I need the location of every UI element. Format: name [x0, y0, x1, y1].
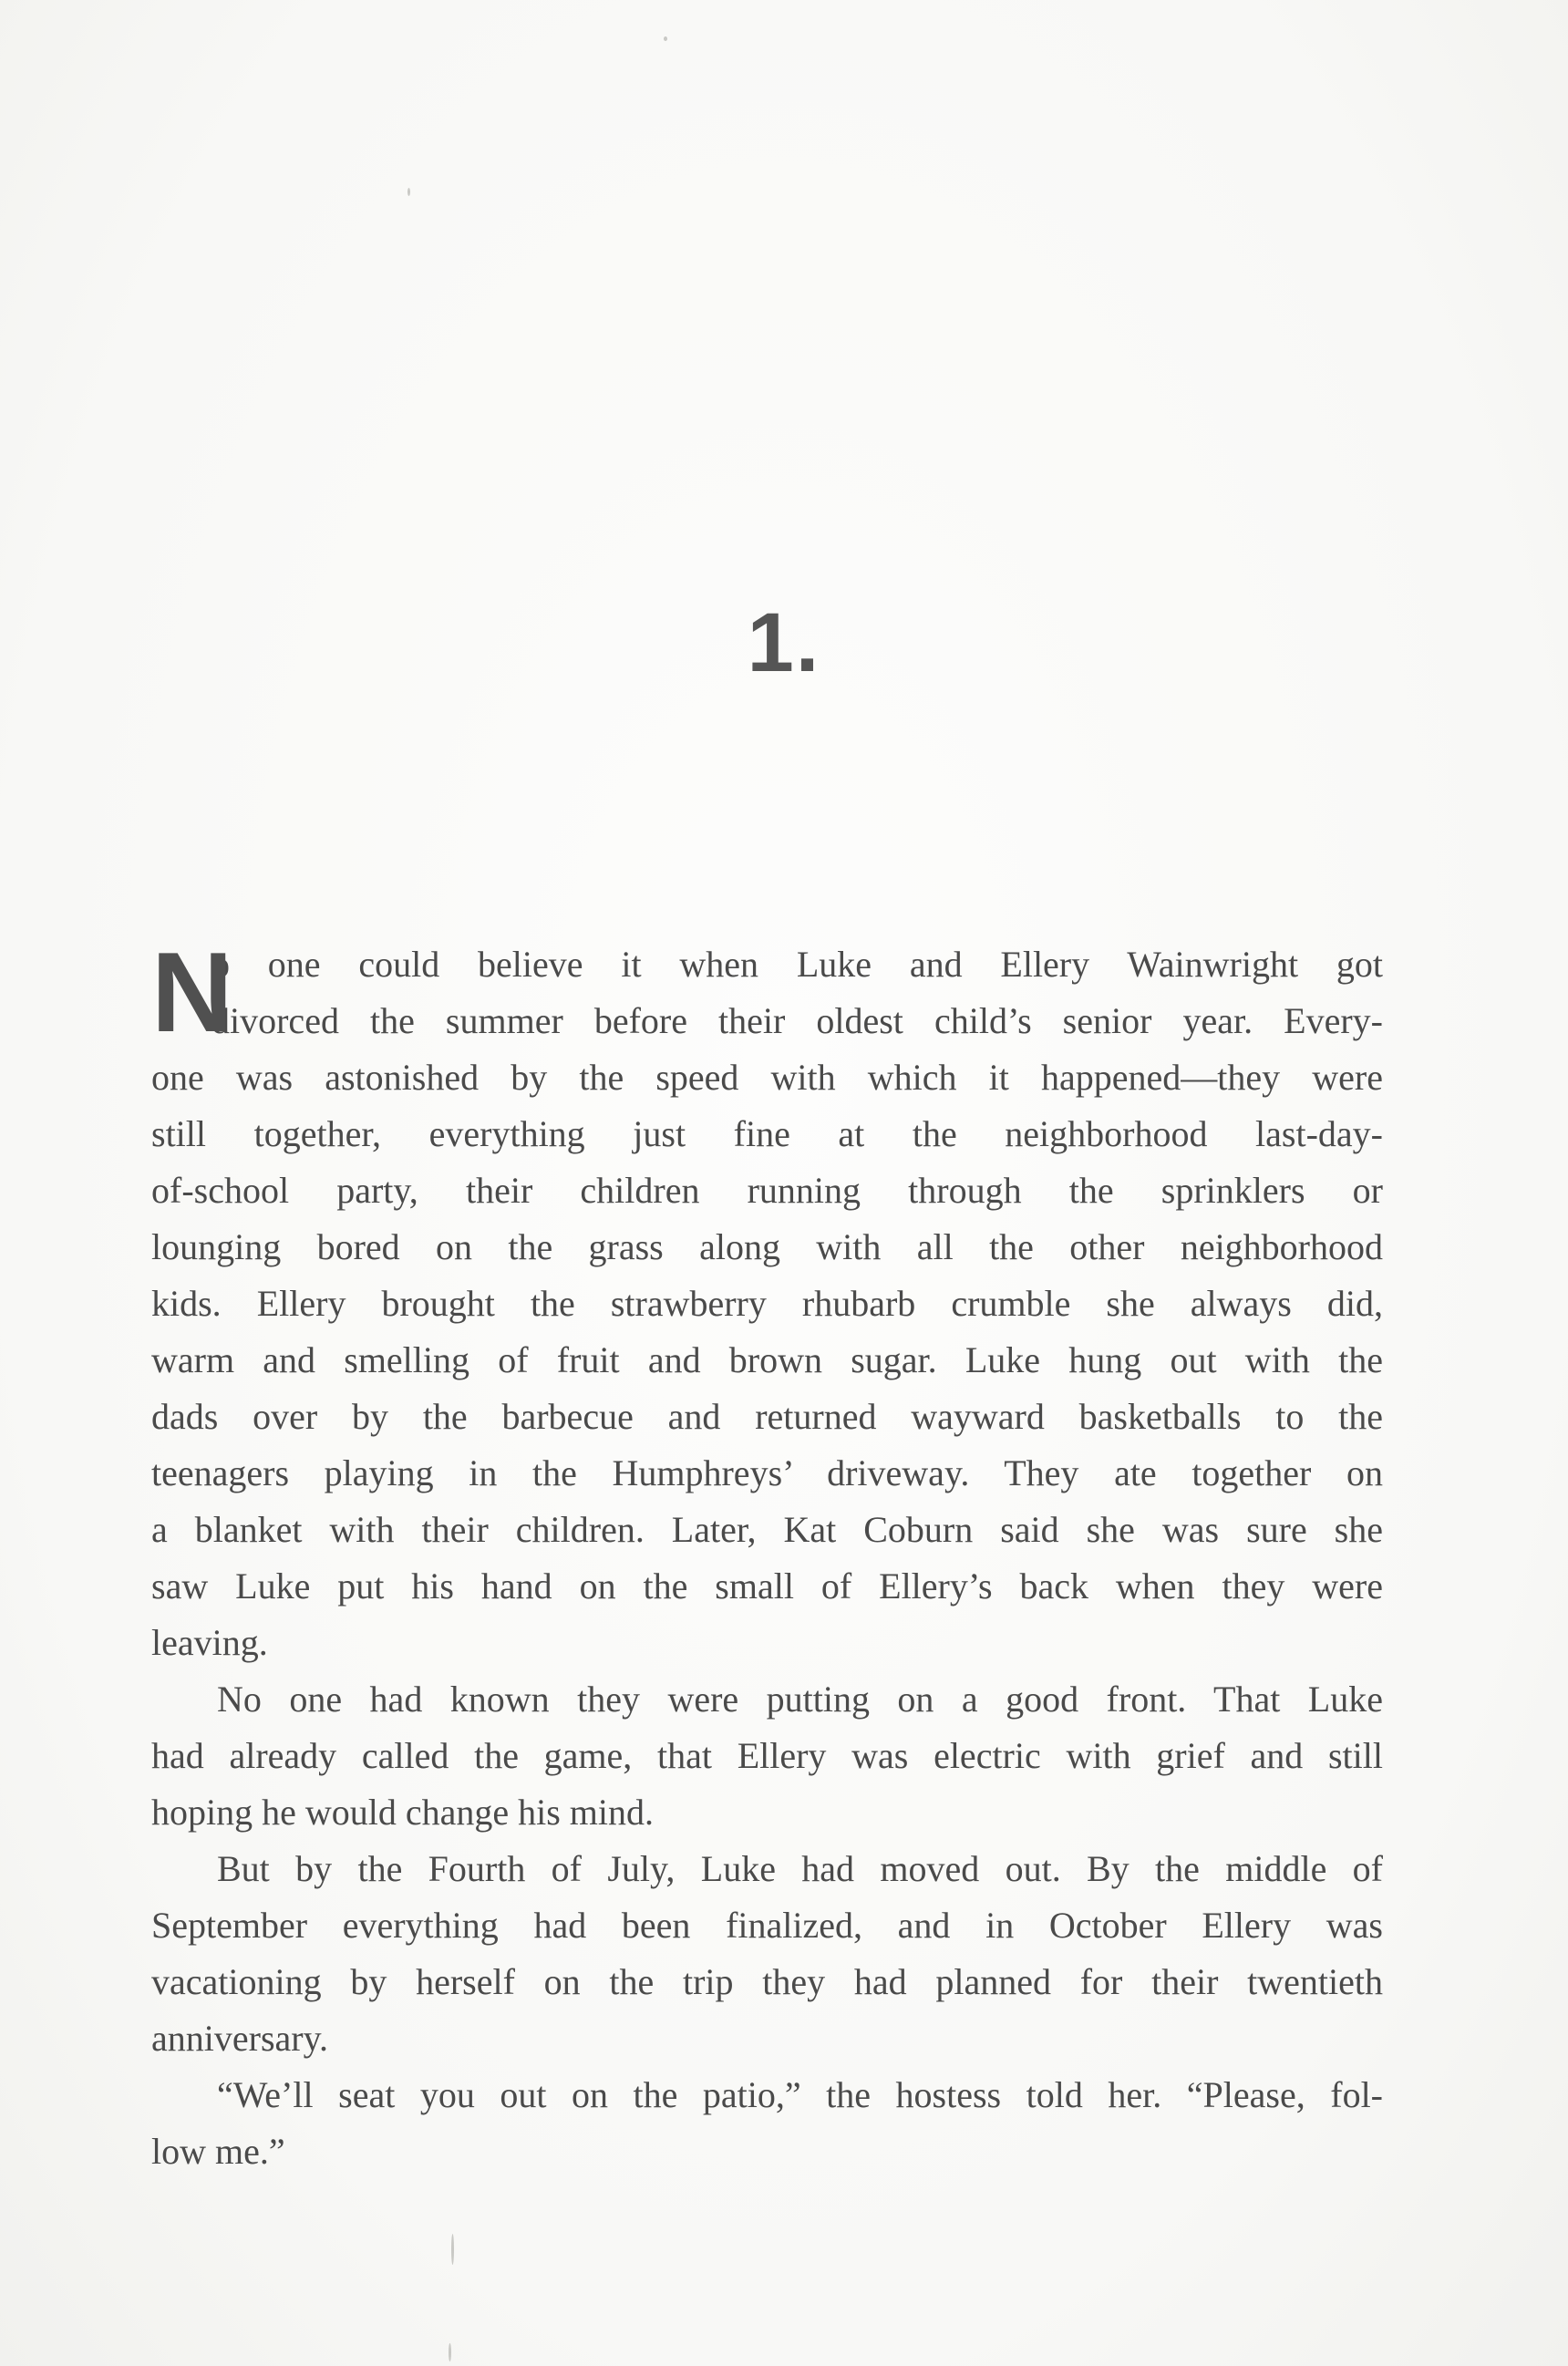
text-line: September everything had been finalized, and in October Ellery was [151, 1905, 1383, 1946]
text-line: still together, everything just fine at the neighborhood last-day- [151, 1113, 1383, 1154]
text-line: a blanket with their children. Later, Kat Coburn said she was sure she [151, 1509, 1383, 1550]
chapter-body-text [151, 930, 1383, 2180]
text-line: vacationing by herself on the trip they had planned for their twentieth [151, 1961, 1383, 2002]
text-line: saw Luke put his hand on the small of Ellery’s back when they were [151, 1565, 1383, 1607]
text-line: “We’ll seat you out on the patio,” the hostess told her. “Please, fol- [217, 2074, 1383, 2115]
paper-speck [664, 36, 667, 41]
text-line: leaving. [151, 1622, 268, 1663]
paper-speck [451, 2234, 454, 2265]
text-line: warm and smelling of fruit and brown sugar. Luke hung out with the [151, 1339, 1383, 1380]
text-line: divorced the summer before their oldest child’s senior year. Every- [211, 1000, 1383, 1041]
text-line: o one could believe it when Luke and Ellery Wainwright got [211, 944, 1383, 985]
text-line: lounging bored on the grass along with all the other neighborhood [151, 1226, 1383, 1267]
text-line: had already called the game, that Ellery was electric with grief and still [151, 1735, 1383, 1776]
text-line: dads over by the barbecue and returned wayward basketballs to the [151, 1396, 1383, 1437]
text-line: hoping he would change his mind. [151, 1792, 655, 1833]
text-line: No one had known they were putting on a good front. That Luke [217, 1679, 1383, 1720]
drop-cap-letter: N [151, 930, 233, 1056]
text-line: of-school party, their children running through the sprinklers or [151, 1170, 1383, 1211]
text-line: anniversary. [151, 2018, 328, 2059]
text-line: kids. Ellery brought the strawberry rhubarb crumble she always did, [151, 1283, 1383, 1324]
text-line: low me.” [151, 2131, 285, 2172]
text-line: But by the Fourth of July, Luke had moved out. By the middle of [217, 1848, 1383, 1889]
text-line: teenagers playing in the Humphreys’ driveway. They ate together on [151, 1452, 1383, 1493]
paper-speck [407, 188, 410, 196]
text-line: one was astonished by the speed with which it happened—they were [151, 1057, 1383, 1098]
paper-speck [449, 2343, 451, 2361]
chapter-number: 1. [747, 596, 821, 689]
